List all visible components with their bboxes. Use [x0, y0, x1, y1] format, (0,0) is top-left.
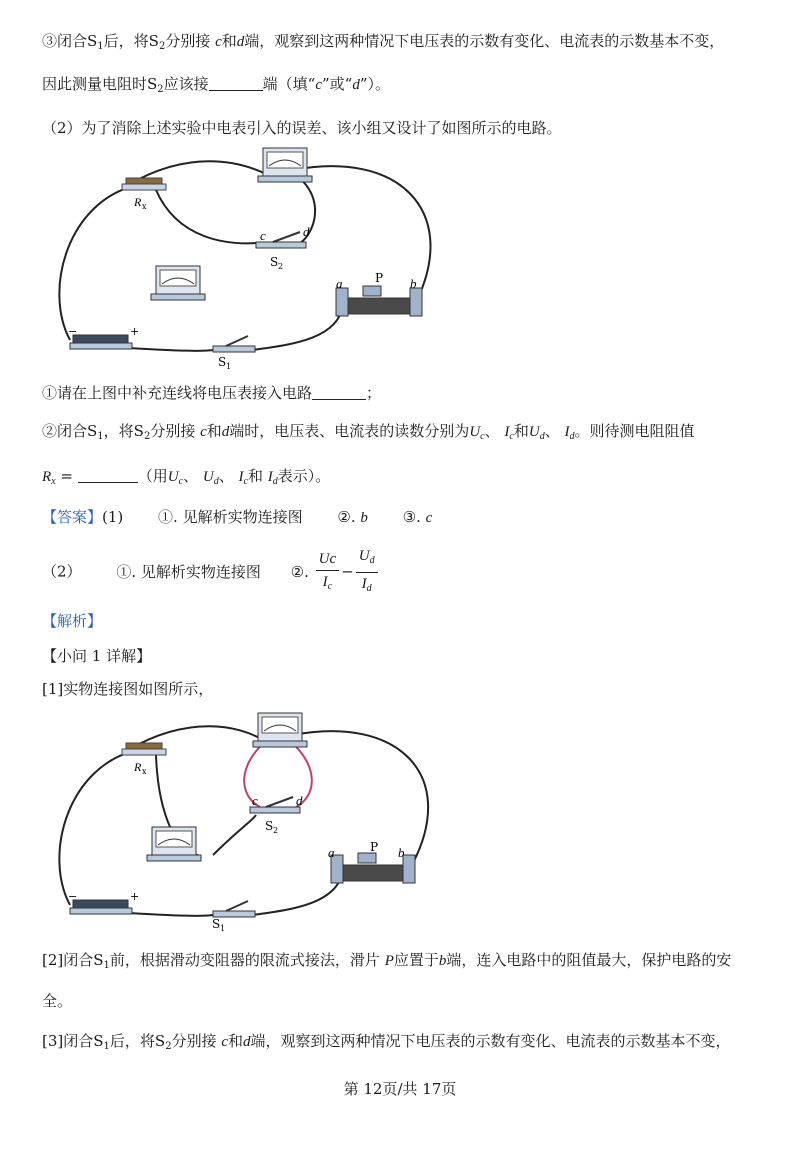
s1-sub-2: 1 [220, 924, 226, 933]
fraction-uc-ic: $\frac{Uc}{I_c}$ [316, 548, 340, 598]
terminal-d-2: d [296, 793, 303, 808]
analysis-p2: [2]闭合$S_1$前，根据滑动变阻器的限流式接法，滑片 P应置于b端，连入电路中的阻值最大，保护电路的安 [42, 951, 732, 971]
step3-question-cont: 因此测量电阻时$S_2$应该接 端（填“c”或“d”）。 [42, 75, 391, 95]
terminal-c-2: c [252, 793, 258, 808]
switch-s1 [213, 336, 255, 352]
battery [70, 335, 132, 349]
battery-plus-2: + [130, 890, 140, 903]
resistor-rx-2 [122, 743, 166, 755]
step3-question: ③闭合$S_1$后，将$S_2$分别接 c和d端，观察到这两种情况下电压表的示数有变化、电流表的示数基本不变， [42, 32, 725, 52]
answer-blank [209, 76, 263, 91]
ammeter-2 [253, 713, 307, 747]
analysis-p2-cont: 全。 [42, 992, 73, 1010]
s1-sub: 1 [226, 362, 232, 370]
rx-label: R [134, 195, 142, 209]
voltmeter-2 [147, 827, 201, 861]
circuit-diagram-1 [38, 140, 458, 370]
circuit-diagram-2 [38, 705, 458, 935]
resistor-rx [122, 178, 166, 190]
battery-minus: − [68, 325, 78, 338]
rx-expression: $R_x$ = （用$U_c$、 $U_d$、 $I_c$和 $I_d$表示）。 [42, 467, 331, 487]
terminal-b-2: b [398, 845, 405, 860]
answer-line-2: （2） ①. 见解析实物连接图 ②. $\frac{Uc}{I_c}$ − $\frac{U_d}{I_d}$ [42, 545, 380, 600]
battery-minus-2: − [68, 890, 78, 903]
q2-item2: ②闭合$S_1$，将$S_2$分别接 c和d端时，电压表、电流表的读数分别为$U_c$、 $I_c$和$U_d$、 $I_d$。则待测电阻阻值 [42, 422, 695, 442]
sub-question-tag: 【小问 1 详解】 [42, 647, 152, 665]
rx-blank [78, 468, 138, 483]
rx-label-2: R [134, 760, 142, 774]
terminal-c: c [260, 228, 266, 243]
s2-label: S [270, 255, 279, 269]
s1-label: S [218, 355, 227, 369]
s2-label-2: S [265, 819, 274, 833]
slider-p-2: P [370, 840, 379, 854]
analysis-p1: [1]实物连接图如图所示， [42, 680, 214, 698]
rx-sub: x [142, 202, 147, 211]
terminal-b: b [410, 276, 417, 291]
question-2-intro: （2）为了消除上述实验中电表引入的误差、该小组又设计了如图所示的电路。 [42, 119, 562, 137]
battery-2 [70, 900, 132, 914]
rx-sub-2: x [142, 767, 147, 776]
analysis-p3: [3]闭合$S_1$后，将$S_2$分别接 c和d端，观察到这两种情况下电压表的示数有变化、电流表的示数基本不变， [42, 1032, 731, 1052]
voltmeter [151, 266, 205, 300]
terminal-d: d [303, 224, 310, 239]
ammeter [258, 148, 312, 182]
answer-line-1: 【答案】(1) ①. 见解析实物连接图 ②. b ③. c [42, 508, 433, 526]
battery-plus: + [130, 325, 140, 338]
answer-tag: 【答案】 [42, 508, 103, 526]
terminal-a: a [336, 276, 343, 291]
s1-label-2: S [212, 917, 221, 931]
fraction-ud-id: $\frac{U_d}{I_d}$ [356, 545, 378, 600]
s2-sub: 2 [278, 262, 284, 271]
q2-item1: ①请在上图中补充连线将电压表接入电路 ； [42, 384, 382, 402]
item1-blank [312, 385, 366, 400]
s2-sub-2: 2 [273, 826, 279, 835]
terminal-a-2: a [328, 845, 335, 860]
switch-s1-2 [213, 901, 255, 917]
page-footer: 第 12页/共 17页 [343, 1080, 457, 1098]
analysis-tag: 【解析】 [42, 612, 103, 630]
slider-p: P [375, 271, 384, 285]
